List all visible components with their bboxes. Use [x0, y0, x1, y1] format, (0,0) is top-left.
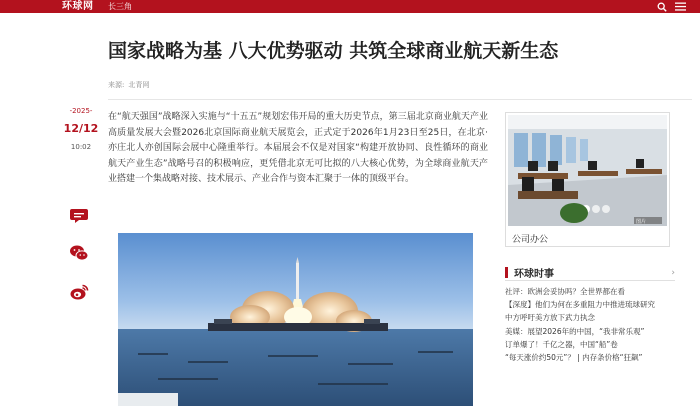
- search-icon[interactable]: [657, 2, 667, 12]
- sidebar-ad[interactable]: [505, 112, 670, 247]
- title-divider: [108, 99, 692, 100]
- site-logo[interactable]: 环球网: [62, 1, 94, 12]
- date-year: -2025-: [69, 107, 93, 115]
- news-item[interactable]: 【深度】他们为何在多重阻力中推进琉球研究: [505, 300, 655, 310]
- rocket-launch-photo: [118, 233, 473, 406]
- article-title: 国家战略为基 八大优势驱动 共筑全球商业航天新生态: [108, 40, 559, 62]
- chevron-right-icon[interactable]: ›: [671, 267, 675, 278]
- news-widget: [505, 265, 675, 364]
- date-time: 10:02: [70, 143, 92, 151]
- news-list: [505, 285, 675, 364]
- news-item[interactable]: 社评：欧洲会妥协吗？全世界都在看: [505, 287, 625, 296]
- news-widget-header: [505, 265, 675, 281]
- news-item[interactable]: 订单爆了！千亿之器，中国“船”卷: [505, 339, 618, 349]
- ad-caption: 公司办公: [512, 235, 549, 245]
- office-photo: [508, 115, 667, 226]
- channel-link[interactable]: 长三角: [108, 2, 132, 11]
- ad-watermark: 图片: [636, 219, 647, 225]
- source-name: 北青网: [128, 81, 150, 89]
- top-bar: [0, 0, 700, 13]
- date-day: 12/12: [63, 122, 99, 135]
- top-icons: [657, 0, 686, 13]
- section-accent-bar: [505, 267, 508, 278]
- weibo-icon[interactable]: [69, 282, 89, 302]
- article-source: [108, 80, 153, 90]
- menu-icon[interactable]: [675, 2, 686, 11]
- source-label: 来源:: [108, 81, 125, 89]
- news-item[interactable]: “每天涨价约50元”？ | 内存条价格“狂飙”: [505, 353, 643, 363]
- wechat-icon[interactable]: [69, 243, 89, 263]
- article-paragraph: 在“航天强国”战略深入实施与“十五五”规划宏伟开局的重大历史节点，第三届北京商业航天产业高质量发展大会暨2026北京国际商业航天展览会，正式定于2026年1月23日至25日，在北京·亦庄北人亦创国际会展中心隆重举行。本届展会不仅是对国家“构建开放协同、良性循环的商业航天产业生态”战略号召的积极响应，更凭借北京无可比拟的八大核心优势，为全球商业航天产业搭建一个集战略对接、技术展示、产业合作与资本汇聚于一体的顶级平台。: [108, 112, 488, 185]
- news-widget-title: 环球时事: [514, 269, 554, 280]
- news-item[interactable]: 中方呼吁美方放下武力执念: [505, 313, 595, 323]
- news-item[interactable]: 美媒：展望2026年的中国，“我非常乐观”: [505, 326, 645, 336]
- comment-icon[interactable]: [69, 205, 89, 225]
